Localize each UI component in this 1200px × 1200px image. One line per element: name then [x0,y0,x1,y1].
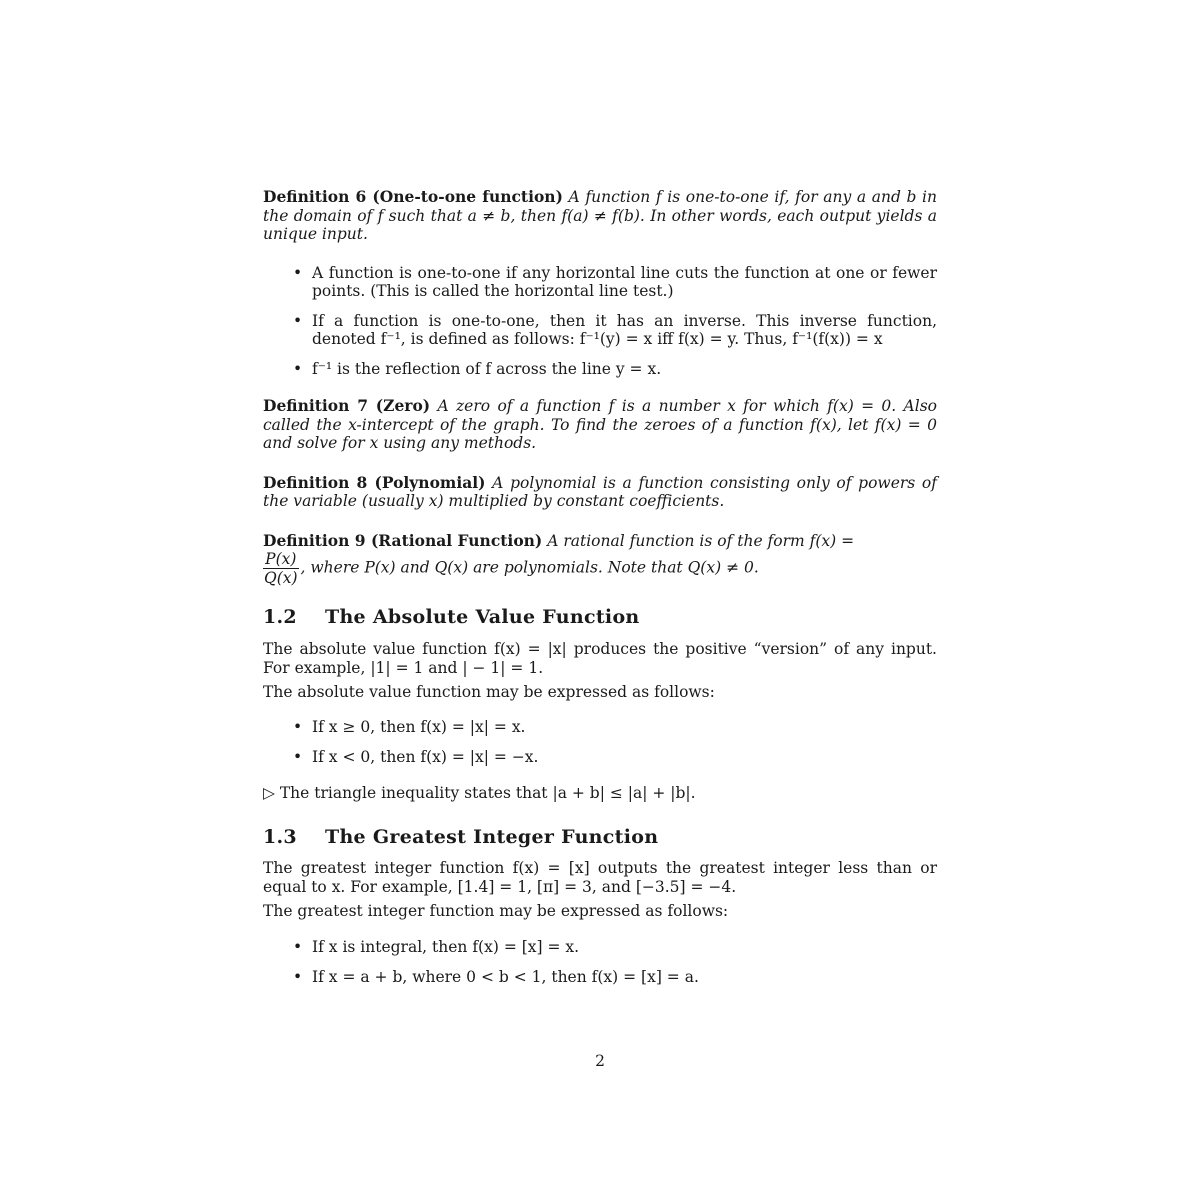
bullet-icon: • [293,717,303,736]
list-item [263,264,937,301]
section-title: The Absolute Value Function [325,606,640,628]
bullet-icon: • [293,968,303,986]
definition-6-bullets [263,264,937,379]
list-item [263,718,937,737]
list-item [263,968,937,987]
section-1-3-para-1: The greatest integer function f(x) = [x] outputs the greatest integer less than or equal to x. For example, [1.4] = 1, [π] = 3, and [−3.5] = −4. [263,859,937,896]
bullet-icon: • [293,937,303,956]
fraction-numerator: P(x) [263,550,299,569]
list-item-text: If x = a + b, where 0 < b < 1, then f(x) = [x] = a. [312,968,699,986]
bullet-icon: • [293,359,303,378]
section-number: 1.3 [263,826,297,848]
section-1-3-para-2: The greatest integer function may be expressed as follows: [263,902,729,920]
fraction-denominator: Q(x) [264,569,298,587]
list-item [263,938,937,957]
definition-7 [263,397,937,453]
section-heading-1-3 [263,825,937,849]
list-item-text: A function is one-to-one if any horizontal line cuts the function at one or fewer points. (This is called the horizontal line test.) [312,263,937,300]
definition-6 [263,188,937,244]
list-item [263,312,937,349]
section-title: The Greatest Integer Function [325,826,659,848]
bullet-icon: • [293,748,303,766]
section-1-2-para-2: The absolute value function may be expressed as follows: [263,683,715,701]
triangle-inequality-note: ▷ The triangle inequality states that |a + b| ≤ |a| + |b|. [263,783,696,802]
list-item-text: If a function is one-to-one, then it has an inverse. This inverse function, denoted f⁻¹, is defined as follows: f⁻¹(y) = x iff f(x) = y. Thus, f⁻¹(f(x)) = x [312,311,937,348]
section-1-2-bullets [263,718,937,767]
list-item-text: If x ≥ 0, then f(x) = |x| = x. [312,717,526,736]
bullet-icon: • [293,311,303,330]
list-item-text: If x is integral, then f(x) = [x] = x. [312,937,580,956]
definition-6-body: A function f is one-to-one if, for any a and b in the domain of f such that a ≠ b, then f(a) ≠ f(b). In other words, each output yields a unique input. [263,188,937,243]
section-number: 1.2 [263,606,297,628]
section-1-3-bullets [263,938,937,987]
definition-7-heading: Definition 7 (Zero) [263,396,431,415]
page-content [263,188,937,987]
definition-9-body-start: A rational function is of the form f(x) = [542,531,855,550]
rational-fraction [263,550,299,587]
list-item [263,748,937,767]
definition-9-heading: Definition 9 (Rational Function) [263,530,543,550]
definition-7-body: A zero of a function f is a number x for which f(x) = 0. Also called the x-intercept of the graph. To find the zeroes of a function f(x), let f(x) = 0 and solve for x using any methods. [263,397,937,452]
definition-9-body-end: , where P(x) and Q(x) are polynomials. Note that Q(x) ≠ 0. [300,558,759,577]
definition-8-heading: Definition 8 (Polynomial) [263,472,486,492]
definition-9 [263,532,937,588]
list-item-text: f⁻¹ is the reflection of f across the line y = x. [312,359,662,378]
definition-6-heading: Definition 6 (One-to-one function) [263,187,563,206]
definition-8-body: A polynomial is a function consisting only of powers of the variable (usually x) multiplied by constant coefficients. [263,473,938,510]
section-heading-1-2 [263,605,937,629]
definition-8 [263,474,937,511]
section-1-2-para-1: The absolute value function f(x) = |x| produces the positive “version” of any input. For example, |1| = 1 and | − 1| = 1. [263,640,937,677]
list-item [263,360,937,379]
bullet-icon: • [293,263,303,282]
list-item-text: If x < 0, then f(x) = |x| = −x. [312,748,539,766]
page-number: 2 [595,1052,605,1070]
